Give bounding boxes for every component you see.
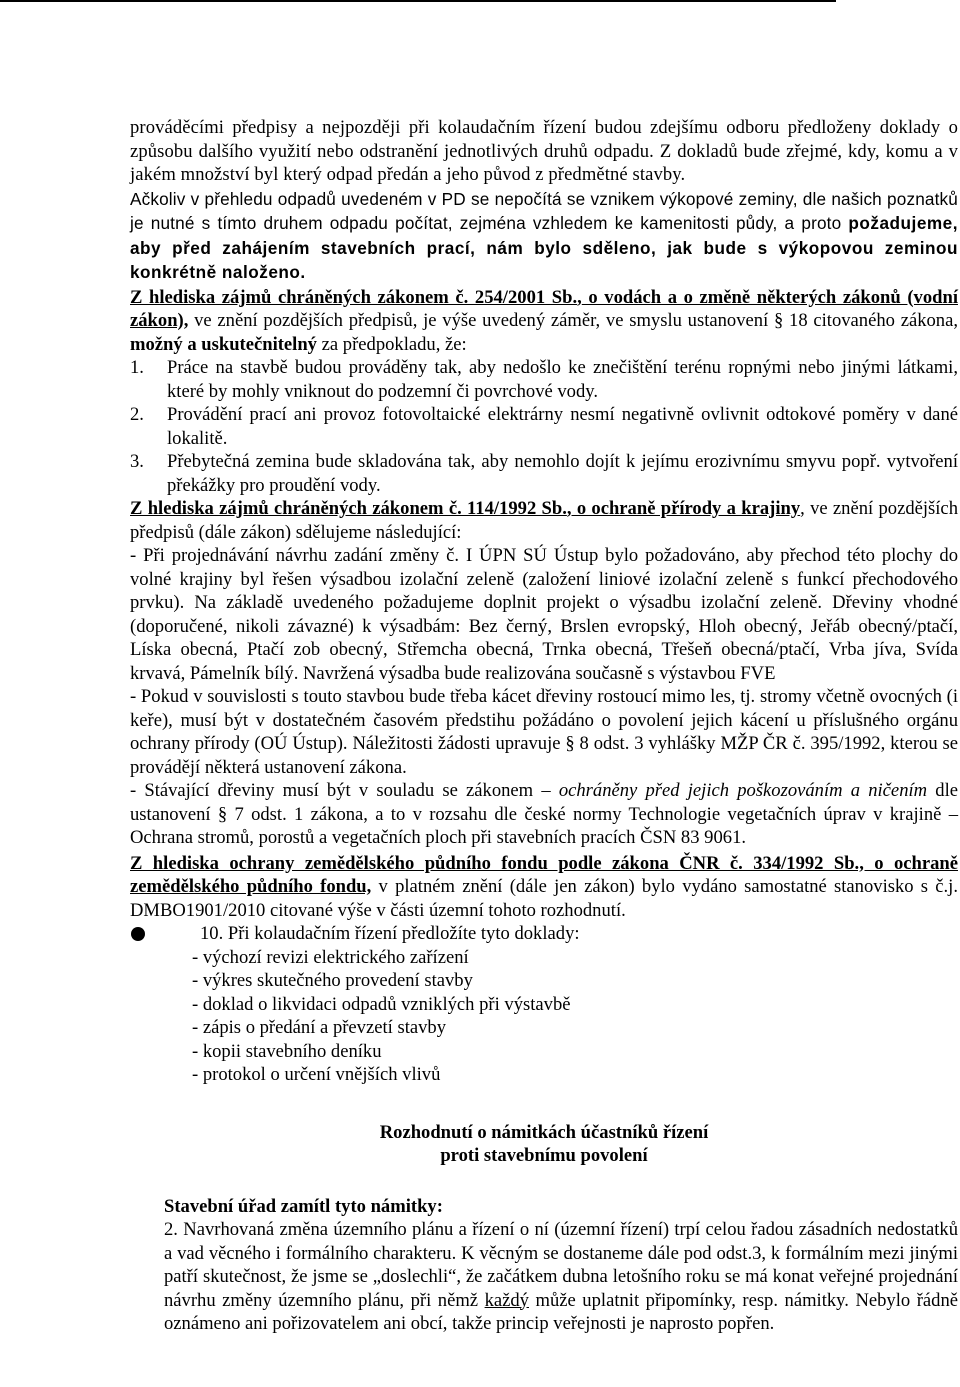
nature-protection-text: - Stávající dřeviny musí být v souladu se zákonem –	[130, 780, 559, 801]
inspection-documents-title: 10. Při kolaudačním řízení předložíte tyto doklady:	[200, 923, 580, 944]
list-item-number: 1.	[130, 357, 144, 378]
nature-felling-paragraph: - Pokud v souvislosti s touto stavbou bude třeba kácet dřeviny rostoucí mimo les, tj. stromy včetně ovocných (i keře), musí být v dostatečném časovém předstihu požádáno o povolení jejich kácení u příslušného orgánu ochrany přírody (OÚ Ústup). Náležitosti žádosti upravuje § 8 odst. 3 vyhlášky MŽP ČR č. 395/1992, kterou se provádějí některá ustanovení zákona.	[130, 686, 958, 778]
nature-protection-text-end: dle ustanovení § 7 odst. 1 zákona, a to v rozsahu dle české normy Technologie vegetačních úprav v krajině – Ochrana stromů, porostů a vegetačních ploch při stavebních pracích ČSN 83 9061.	[130, 780, 958, 848]
nature-greenery-paragraph: - Při projednávání návrhu zadání změny č. I ÚPN SÚ Ústup bylo požadováno, aby přechod této plochy do volné krajiny byl řešen výsadbou izolační zeleně (založení liniové izolační zeleně s funkcí přechodového prvku). Na základě uvedeného požadujeme doplnit projekt o výsadbu izolační zeleně. Dřeviny vhodné (doporučené, nikoli závazné) k výsadbám: Bez černý, Brslen evropský, Hloh obecný, Jeřáb obecný/ptačí, Líska obecná, Ptačí zob obecný, Střemcha obecná, Trnka obecná, Třešeň obecná/ptačí, Vrba jíva, Svída krvavá, Pámelník bílý. Navržená výsadba bude realizována současně s výstavbou FVE	[130, 545, 958, 684]
excavated-soil-requirement: požadujeme, aby před zahájením stavebních prací, nám bylo sděleno, jak bude s výkopovou zeminou konkrétně naloženo.	[130, 213, 958, 282]
objection-underlined-word: každý	[484, 1289, 529, 1311]
top-rule	[0, 0, 836, 2]
list-item-number: 2.	[130, 404, 144, 425]
excavated-soil-text: Ačkoliv v přehledu odpadů uvedeném v PD se nepočítá se vznikem výkopové zeminy, dle našich poznatků je nutné s tímto druhem odpadu počítat, zejména vzhledem ke kamenitosti půdy, a proto	[130, 188, 958, 233]
water-act-bold: možný a uskutečnitelný	[130, 333, 317, 355]
list-item: - zápis o předání a převzetí stavby	[192, 1017, 447, 1038]
list-item: - protokol o určení vnějších vlivů	[192, 1064, 441, 1085]
water-act-comma: ,	[577, 286, 582, 308]
nature-act-heading: Z hlediska zájmů chráněných zákonem č. 114/1992 Sb.	[130, 498, 567, 519]
objections-title: Rozhodnutí o námitkách účastníků řízení	[379, 1121, 709, 1143]
objection-text-end: může uplatnit připomínky, resp. námitky. Nebylo řádně oznámeno ani pořizovatelem ani obcí, takže princip veřejnosti je naprosto popřen.	[164, 1289, 958, 1334]
soil-act-section	[130, 852, 958, 923]
soil-act-heading: Z hlediska ochrany zemědělského půdního fondu podle zákona ČNR č. 334/1992 Sb., o ochraně zemědělského půdního fondu,	[130, 852, 958, 897]
paragraph-excavated-soil	[130, 187, 958, 285]
water-act-law-name: o vodách a o změně některých zákonů (vodní zákon),	[130, 286, 958, 331]
inspection-documents-block	[130, 922, 958, 946]
document-page	[130, 116, 958, 1336]
inspection-documents-list	[192, 946, 958, 1087]
nature-act-law-name: , o ochraně přírody a krajiny	[566, 498, 801, 519]
list-item: - doklad o likvidaci odpadů vzniklých při výstavbě	[192, 993, 571, 1015]
objection-text: 2. Navrhovaná změna územního plánu a řízení o ní (územní řízení) trpí celou řadou zásadních nedostatků a vad věcného i formálního charakteru. K věcným se dostaneme dále pod odst.3, k formálním mezi jinými patří skutečnost, že jsme se „doslechli“, že začátkem dubna letošního roku se má konat veřejné projednání návrhu změny územního plánu, při němž	[164, 1219, 958, 1311]
water-act-text-end: za předpokladu, že:	[316, 333, 467, 355]
list-item-text: Práce na stavbě budou prováděny tak, aby nedošlo ke znečištění terénu ropnými nebo jinými látkami, které by mohly vniknout do podzemní či povrchové vody.	[167, 357, 958, 402]
nature-act-section	[130, 497, 958, 544]
nature-protection-italic: ochráněny před jejich poškozováním a ničením	[558, 780, 928, 801]
list-item: - výkres skutečného provedení stavby	[192, 970, 473, 991]
water-act-heading: Z hlediska zájmů chráněných zákonem č. 254/2001 Sb.	[130, 286, 578, 308]
objection-paragraph	[164, 1218, 958, 1336]
objections-subtitle: Stavební úřad zamítl tyto námitky:	[164, 1195, 443, 1217]
list-item: - výchozí revizi elektrického zařízení	[192, 946, 469, 968]
list-item-text: Provádění prací ani provoz fotovoltaické elektrárny nesmí negativně ovlivnit odtokové poměry v dané lokalitě.	[167, 404, 958, 449]
water-act-text: ve znění pozdějších předpisů, je výše uvedený záměr, ve smyslu ustanovení § 18 citovaného zákona,	[188, 310, 958, 331]
paragraph-waste-documents: prováděcími předpisy a nejpozději při kolaudačním řízení budou zdejšímu odboru předloženy doklady o způsobu dalšího využití nebo odstranění jednotlivých druhů odpadu. Z dokladů bude zřejmé, kdy, komu a v jakém množství byl který odpad předán a jeho původ z předmětné stavby.	[130, 117, 958, 185]
list-item	[130, 403, 958, 450]
objections-title-line2: proti stavebnímu povolení	[440, 1145, 648, 1166]
nature-protection-paragraph	[130, 779, 958, 850]
water-act-section	[130, 286, 958, 357]
bullet-icon	[131, 927, 145, 941]
soil-act-text: v platném znění (dále jen zákon) bylo vydáno samostatné stanovisko s č.j. DMBO1901/2010 citované výše v části územní tohoto rozhodnutí.	[130, 876, 959, 921]
list-item	[130, 356, 958, 403]
list-item-text: Přebytečná zemina bude skladována tak, aby nemohlo dojít k jejímu erozivnímu smyvu popř. vytvoření překážky pro proudění vody.	[167, 451, 958, 496]
list-item-number: 3.	[130, 451, 144, 472]
list-item	[130, 450, 958, 497]
water-conditions-list	[130, 356, 958, 497]
nature-act-text: , ve znění pozdějších předpisů (dále zákon) sdělujeme následující:	[130, 498, 958, 543]
list-item: - kopii stavebního deníku	[192, 1040, 382, 1062]
